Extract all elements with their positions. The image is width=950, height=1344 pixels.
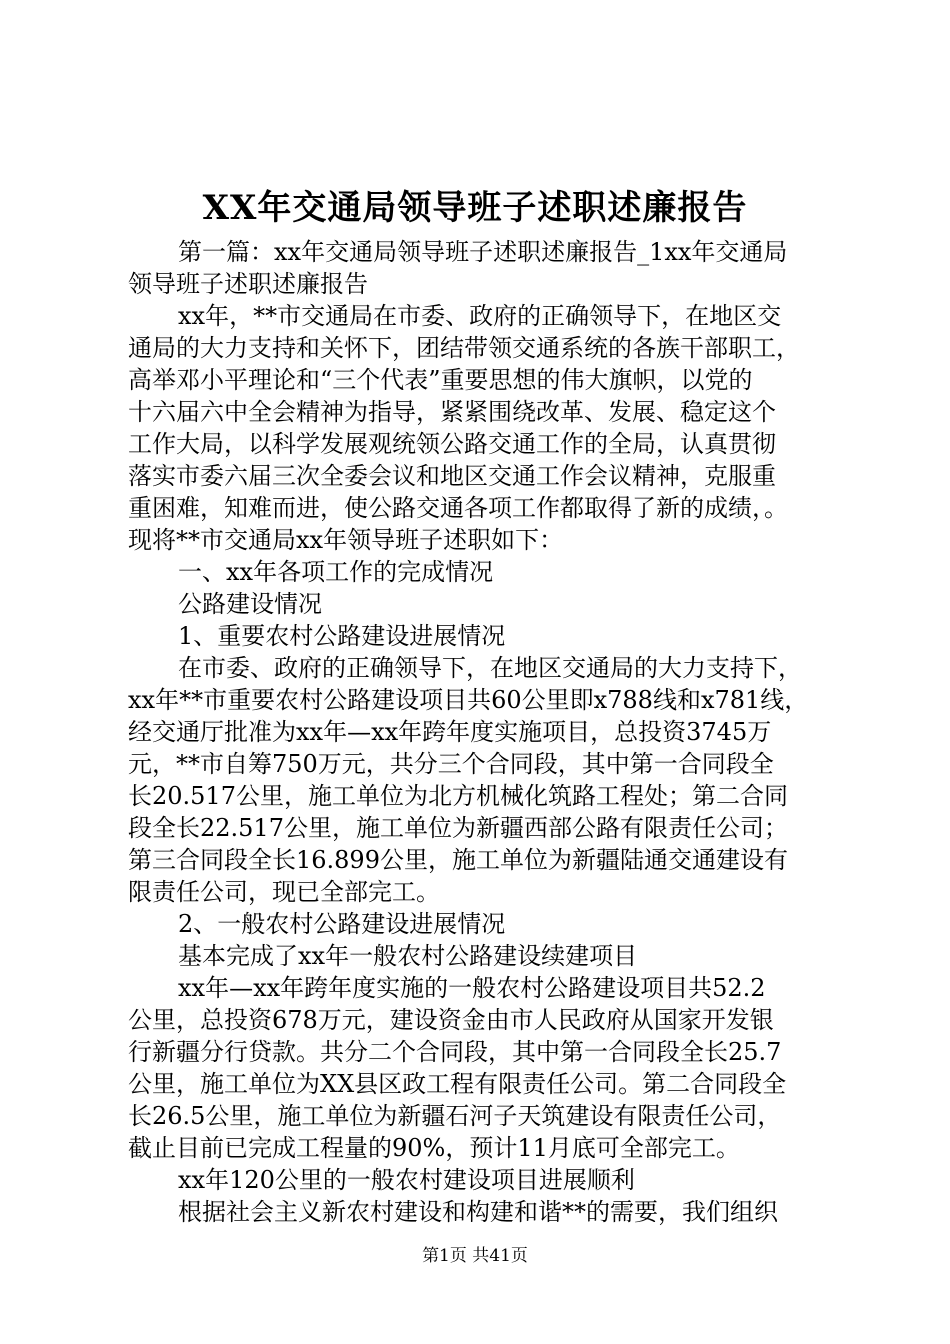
body-text-line: 长26.5公里，施工单位为新疆石河子天筑建设有限责任公司，	[128, 1102, 782, 1130]
document-title: XX年交通局领导班子述职述廉报告	[202, 188, 748, 228]
body-text-line: 十六届六中全会精神为指导，紧紧围绕改革、发展、稳定这个	[128, 398, 776, 426]
body-text-line: 元，**市自筹750万元，共分三个合同段，其中第一合同段全	[128, 750, 774, 778]
body-text-line: 第三合同段全长16.899公里，施工单位为新疆陆通交通建设有	[128, 846, 788, 874]
body-text-line: 公里，施工单位为XX县区政工程有限责任公司。第二合同段全	[128, 1070, 787, 1098]
body-text-line: 段全长22.517公里，施工单位为新疆西部公路有限责任公司；	[128, 814, 788, 842]
body-text-line: 公里，总投资678万元，建设资金由市人民政府从国家开发银	[128, 1006, 774, 1034]
body-text-line: 根据社会主义新农村建设和构建和谐**的需要，我们组织	[178, 1198, 778, 1226]
body-text-line: 通局的大力支持和关怀下，团结带领交通系统的各族干部职工，	[128, 334, 800, 362]
body-text-line: 落实市委六届三次全委会议和地区交通工作会议精神，克服重	[128, 462, 776, 490]
body-text-line: 现将**市交通局xx年领导班子述职如下：	[128, 526, 564, 554]
body-text-line: xx年—xx年跨年度实施的一般农村公路建设项目共52.2	[178, 974, 766, 1002]
body-text-line: xx年**市重要农村公路建设项目共60公里即x788线和x781线，	[128, 686, 809, 714]
body-text-line: 截止目前已完成工程量的90%，预计11月底可全部完工。	[128, 1134, 740, 1162]
body-text-line: xx年，**市交通局在市委、政府的正确领导下，在地区交	[178, 302, 782, 330]
body-text-line: 重困难，知难而进，使公路交通各项工作都取得了新的成绩，。	[128, 494, 788, 522]
body-text-line: xx年120公里的一般农村建设项目进展顺利	[178, 1166, 635, 1194]
body-text-line: 行新疆分行贷款。共分二个合同段，其中第一合同段全长25.7	[128, 1038, 782, 1066]
body-text-line: 工作大局，以科学发展观统领公路交通工作的全局，认真贯彻	[128, 430, 776, 458]
body-text-line: 经交通厅批准为xx年—xx年跨年度实施项目，总投资3745万	[128, 718, 772, 746]
document-body	[128, 236, 828, 1228]
body-text-line: 1、重要农村公路建设进展情况	[178, 622, 506, 650]
body-text-line: 一、xx年各项工作的完成情况	[178, 558, 494, 586]
page-footer: 第1页 共41页	[422, 1246, 528, 1266]
body-text-line: 基本完成了xx年一般农村公路建设续建项目	[178, 942, 638, 970]
body-text-line: 2、一般农村公路建设进展情况	[178, 910, 506, 938]
body-text-line: 公路建设情况	[178, 590, 322, 618]
body-text-line: 第一篇：xx年交通局领导班子述职述廉报告_1xx年交通局	[178, 238, 788, 266]
body-text-line: 领导班子述职述廉报告	[128, 270, 368, 298]
body-text-line: 长20.517公里，施工单位为北方机械化筑路工程处；第二合同	[128, 782, 788, 810]
body-text-line: 限责任公司，现已全部完工。	[128, 878, 440, 906]
body-text-line: 在市委、政府的正确领导下，在地区交通局的大力支持下，	[178, 654, 802, 682]
body-text-line: 高举邓小平理论和“三个代表”重要思想的伟大旗帜，以党的	[128, 366, 753, 394]
